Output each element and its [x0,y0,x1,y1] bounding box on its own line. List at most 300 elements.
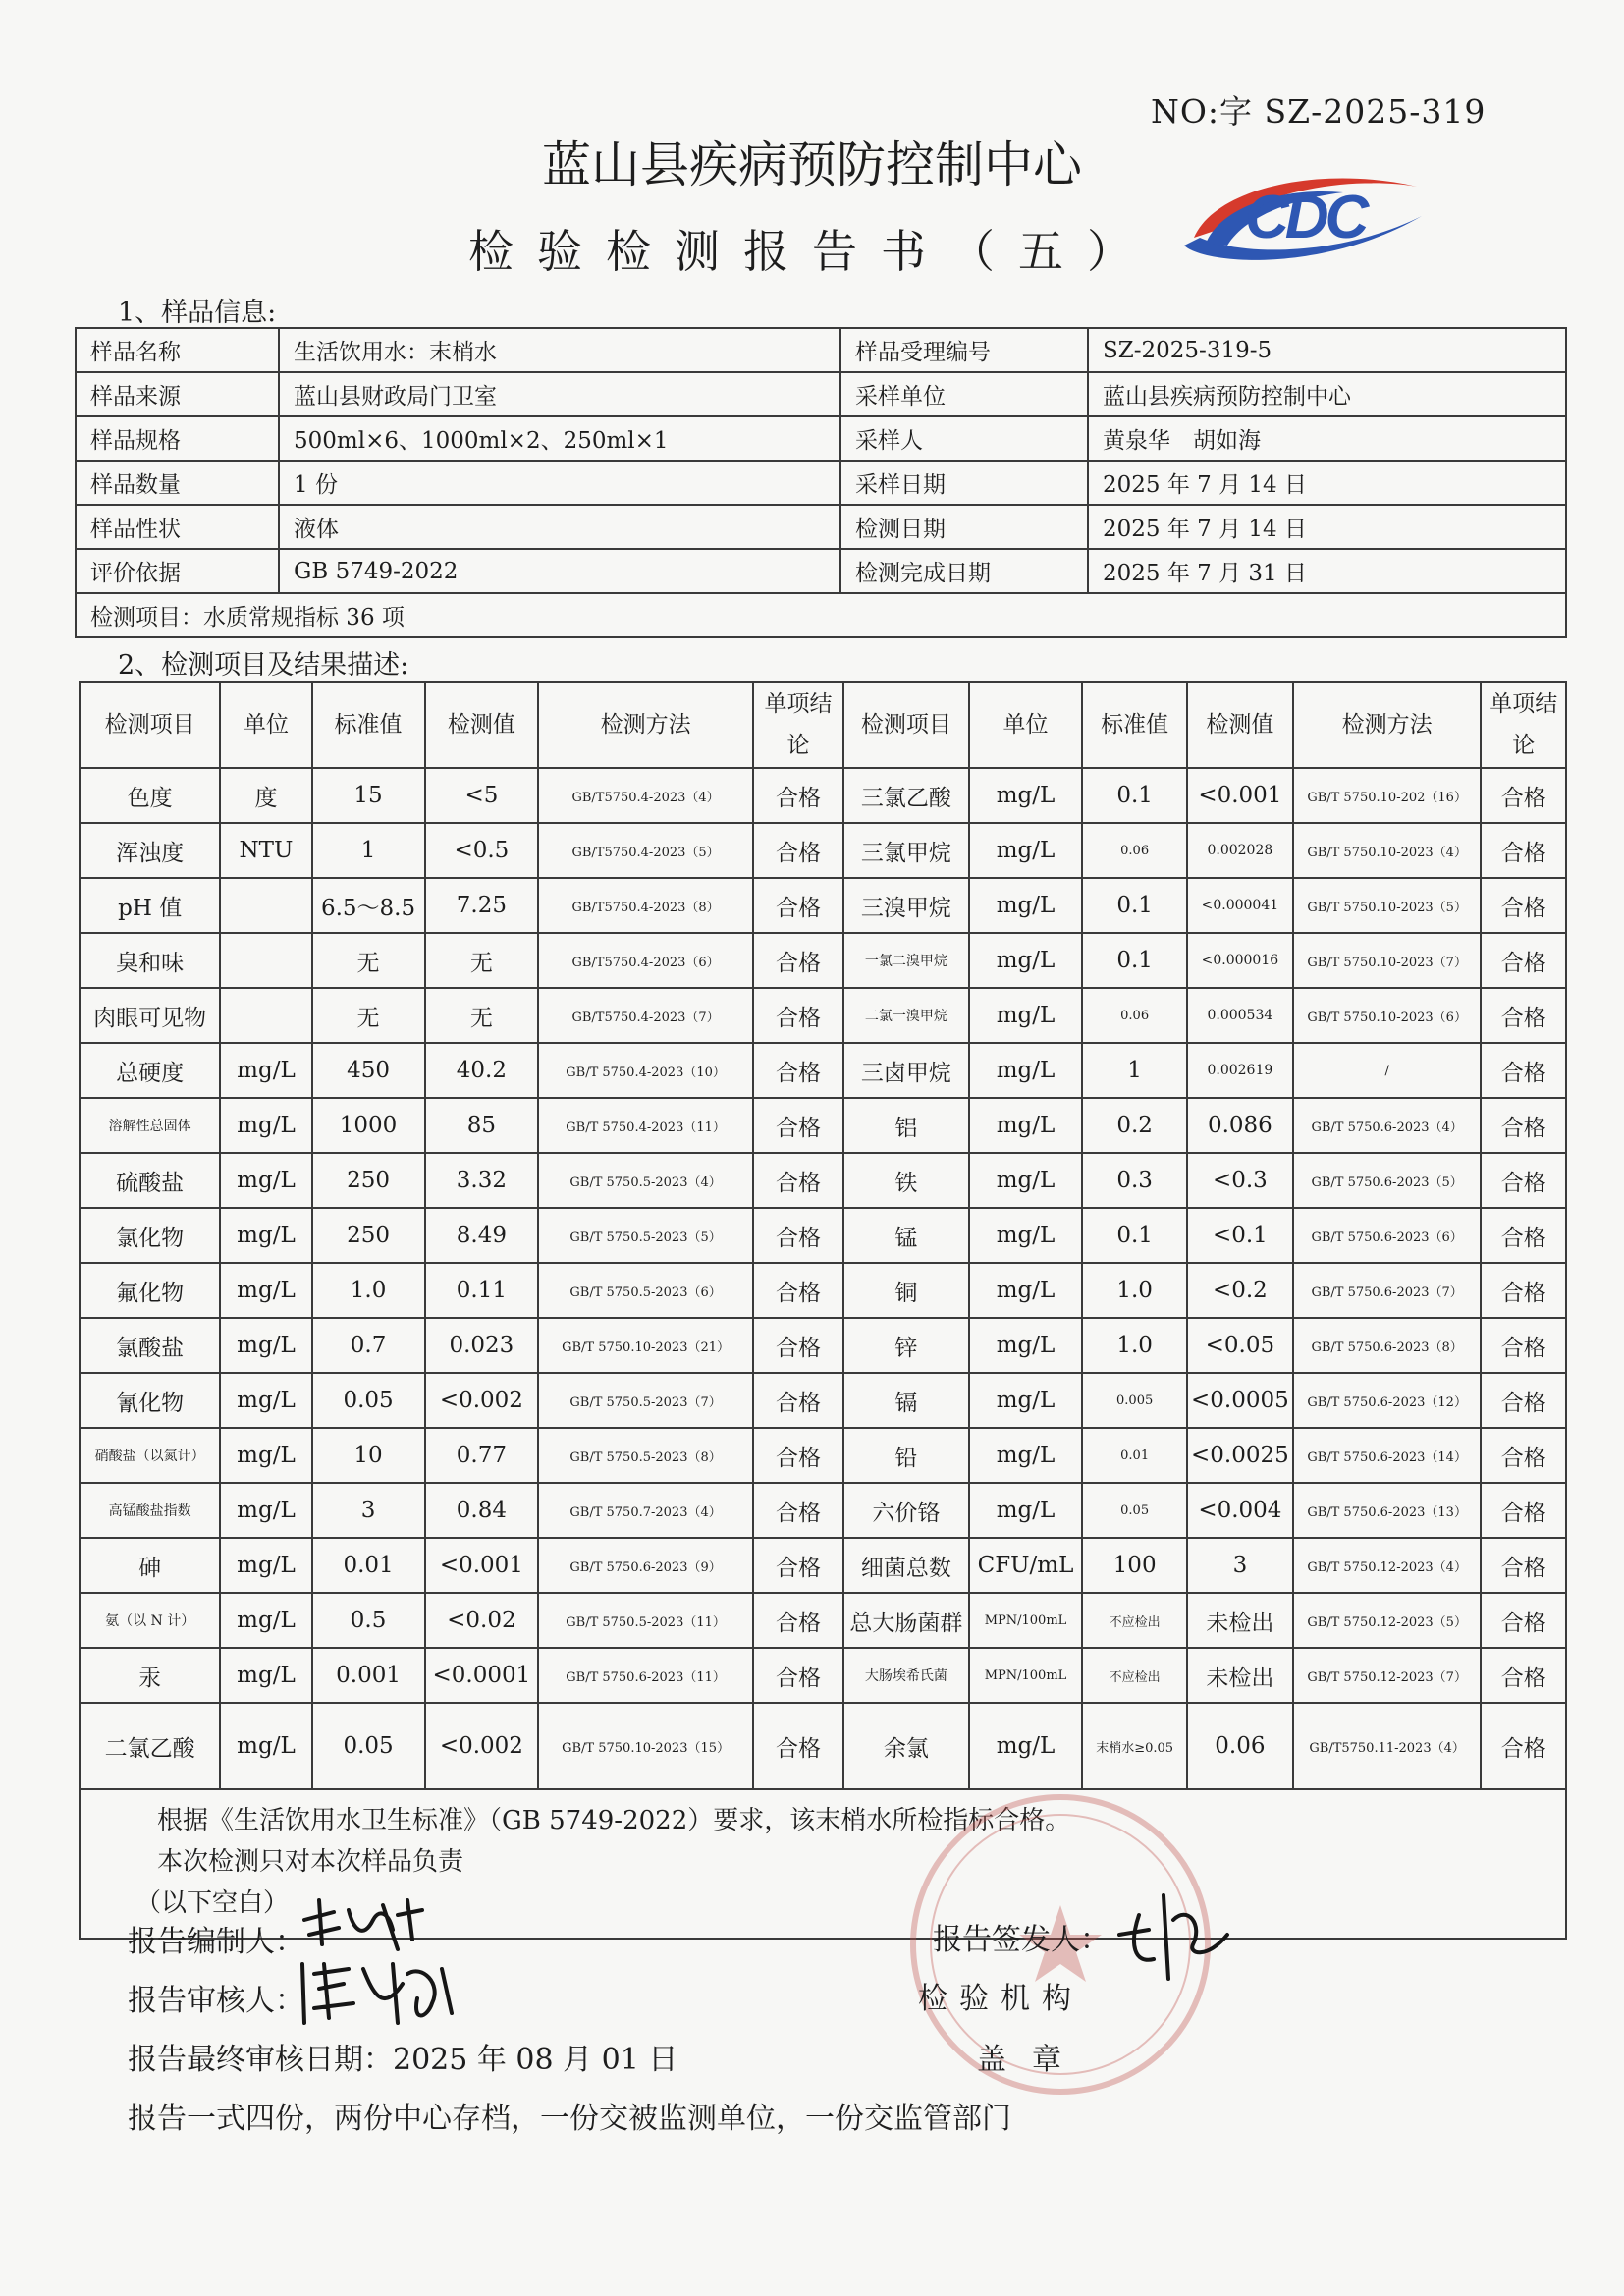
table-cell: GB/T 5750.12-2023（4） [1293,1538,1482,1593]
table-cell: GB/T5750.4-2023（7） [538,988,753,1043]
table-cell: mg/L [969,823,1083,878]
table-cell: 合格 [753,1098,843,1153]
table-cell: 0.2 [1082,1098,1187,1153]
table-cell: 250 [312,1208,425,1263]
table-cell: 细菌总数 [843,1538,968,1593]
table-cell: 合格 [753,1593,843,1648]
table-cell: GB/T 5750.12-2023（5） [1293,1593,1482,1648]
table-cell: GB/T5750.4-2023（5） [538,823,753,878]
table-cell: 大肠埃希氏菌 [843,1648,968,1703]
table-row [80,1098,1566,1153]
info-row [76,416,1566,461]
table-cell: 合格 [1481,1098,1566,1153]
table-cell: <5 [425,768,539,823]
table-cell: GB/T 5750.5-2023（8） [538,1428,753,1483]
table-cell: 合格 [753,1703,843,1789]
table-cell: 合格 [1481,988,1566,1043]
table-cell: 合格 [753,878,843,933]
table-cell: 合格 [1481,1263,1566,1318]
table-cell: GB/T 5750.4-2023（10） [538,1043,753,1098]
table-cell: mg/L [969,1703,1083,1789]
table-cell: 合格 [1481,1538,1566,1593]
conclusion-note: 本次检测只对本次样品负责 [157,1847,464,1877]
table-cell: 氟化物 [80,1263,220,1318]
table-cell: 7.25 [425,878,539,933]
table-cell: 溶解性总固体 [80,1098,220,1153]
table-cell: MPN/100mL [969,1648,1083,1703]
table-cell: <0.2 [1187,1263,1293,1318]
table-cell: 0.05 [1082,1483,1187,1538]
table-cell: GB/T 5750.6-2023（5） [1293,1153,1482,1208]
table-cell: GB/T 5750.10-202（16） [1293,768,1482,823]
table-cell: <0.0025 [1187,1428,1293,1483]
reviewer-label: 报告审核人： [128,1984,304,2018]
table-cell: 无 [312,933,425,988]
table-cell: GB/T 5750.10-2023（5） [1293,878,1482,933]
info-label: 检测完成日期 [840,549,1088,593]
table-cell: 40.2 [425,1043,539,1098]
table-cell: GB/T 5750.5-2023（6） [538,1263,753,1318]
table-cell: 0.002028 [1187,823,1293,878]
table-cell: 0.01 [1082,1428,1187,1483]
table-cell: mg/L [969,1373,1083,1428]
table-cell: 0.06 [1082,988,1187,1043]
table-cell: 高锰酸盐指数 [80,1483,220,1538]
table-cell: 合格 [753,1043,843,1098]
info-label: 样品规格 [76,416,279,461]
table-cell: mg/L [969,1428,1083,1483]
compiler-signature [295,1890,432,1959]
results-table [79,681,1567,1940]
table-cell: GB/T 5750.6-2023（11） [538,1648,753,1703]
table-cell: 氰化物 [80,1373,220,1428]
info-value: 蓝山县财政局门卫室 [279,372,840,416]
table-cell: 合格 [1481,823,1566,878]
table-cell: 1 [1082,1043,1187,1098]
table-cell: GB/T 5750.4-2023（11） [538,1098,753,1153]
table-cell: <0.000041 [1187,878,1293,933]
table-row [80,933,1566,988]
table-cell: 锌 [843,1318,968,1373]
table-cell: 三氯乙酸 [843,768,968,823]
table-cell: mg/L [220,1098,311,1153]
table-row [80,1593,1566,1648]
table-cell [220,988,311,1043]
table-cell: 0.05 [312,1373,425,1428]
table-cell: 无 [425,988,539,1043]
compiler-label: 报告编制人： [128,1925,304,1959]
table-cell: 合格 [753,1648,843,1703]
table-row [80,1043,1566,1098]
table-cell: 三溴甲烷 [843,878,968,933]
info-label: 样品名称 [76,328,279,372]
info-row [76,328,1566,372]
table-row [80,768,1566,823]
table-cell: 合格 [753,1373,843,1428]
table-cell: 0.06 [1187,1703,1293,1789]
table-row [80,1373,1566,1428]
table-cell: GB/T 5750.6-2023（14） [1293,1428,1482,1483]
table-cell: 合格 [1481,1318,1566,1373]
table-cell: 1.0 [1082,1318,1187,1373]
table-cell: 8.49 [425,1208,539,1263]
table-cell: GB/T5750.4-2023（4） [538,768,753,823]
info-label: 检测日期 [840,505,1088,549]
table-cell: mg/L [969,1318,1083,1373]
table-cell: 合格 [753,1208,843,1263]
table-row [80,1318,1566,1373]
cdc-logo [1176,147,1432,275]
table-row [80,1263,1566,1318]
table-cell: 0.1 [1082,768,1187,823]
table-cell: 0.000534 [1187,988,1293,1043]
table-cell: 三卤甲烷 [843,1043,968,1098]
table-cell: mg/L [969,1263,1083,1318]
table-cell: 铜 [843,1263,968,1318]
table-cell: MPN/100mL [969,1593,1083,1648]
table-cell: 色度 [80,768,220,823]
table-cell: 合格 [1481,878,1566,933]
table-cell: 二氯乙酸 [80,1703,220,1789]
table-cell: mg/L [969,933,1083,988]
table-row [80,1428,1566,1483]
table-cell: mg/L [220,1428,311,1483]
table-cell: GB/T 5750.5-2023（5） [538,1208,753,1263]
table-cell: 1 [312,823,425,878]
table-cell: 硫酸盐 [80,1153,220,1208]
table-cell: 一氯二溴甲烷 [843,933,968,988]
table-cell: 硝酸盐（以氮计） [80,1428,220,1483]
table-cell: <0.001 [1187,768,1293,823]
report-number: NO:字 SZ-2025-319 [1151,92,1487,131]
table-cell: 0.3 [1082,1153,1187,1208]
table-cell: GB/T 5750.10-2023（21） [538,1318,753,1373]
table-cell: 0.06 [1082,823,1187,878]
table-cell: 不应检出 [1082,1648,1187,1703]
table-cell: 末梢水≥0.05 [1082,1703,1187,1789]
table-cell: mg/L [220,1318,311,1373]
table-cell: 无 [312,988,425,1043]
table-cell: 0.01 [312,1538,425,1593]
table-row [80,1153,1566,1208]
table-cell: GB/T5750.11-2023（4） [1293,1703,1482,1789]
table-cell: mg/L [969,878,1083,933]
table-cell: mg/L [220,1538,311,1593]
table-cell: 合格 [1481,1208,1566,1263]
table-cell: <0.002 [425,1703,539,1789]
table-cell: mg/L [220,1483,311,1538]
column-header: 检测方法 [538,682,753,768]
table-cell: 合格 [753,1483,843,1538]
table-cell: 浑浊度 [80,823,220,878]
column-header: 标准值 [312,682,425,768]
table-cell: mg/L [969,768,1083,823]
info-value: 蓝山县疾病预防控制中心 [1088,372,1566,416]
table-cell: 度 [220,768,311,823]
table-cell: 余氯 [843,1703,968,1789]
table-cell: GB/T 5750.6-2023（9） [538,1538,753,1593]
table-row [80,1703,1566,1789]
info-row [76,461,1566,505]
table-cell: 未检出 [1187,1648,1293,1703]
table-cell: 总大肠菌群 [843,1593,968,1648]
info-label: 样品性状 [76,505,279,549]
table-cell: 0.1 [1082,933,1187,988]
table-cell: 六价铬 [843,1483,968,1538]
table-cell: <0.000016 [1187,933,1293,988]
table-cell: GB/T 5750.6-2023（8） [1293,1318,1482,1373]
table-cell: GB/T5750.4-2023（6） [538,933,753,988]
section-results-heading: 2、检测项目及结果描述: [118,650,409,681]
table-row [80,988,1566,1043]
info-value: SZ-2025-319-5 [1088,328,1566,372]
table-cell: mg/L [220,1153,311,1208]
table-cell: 3 [312,1483,425,1538]
table-cell: mg/L [969,988,1083,1043]
table-cell: GB/T 5750.7-2023（4） [538,1483,753,1538]
table-cell: 0.002619 [1187,1043,1293,1098]
table-cell: GB/T 5750.5-2023（4） [538,1153,753,1208]
table-cell: 15 [312,768,425,823]
table-cell: 镉 [843,1373,968,1428]
table-cell: <0.002 [425,1373,539,1428]
table-cell: 合格 [753,1538,843,1593]
table-cell: 铅 [843,1428,968,1483]
table-cell: 肉眼可见物 [80,988,220,1043]
table-cell: GB/T 5750.5-2023（7） [538,1373,753,1428]
table-cell: mg/L [220,1373,311,1428]
column-header: 检测项目 [843,682,968,768]
column-header: 单项结论 [753,682,843,768]
table-cell: 合格 [1481,1593,1566,1648]
table-cell: mg/L [969,1098,1083,1153]
table-cell: mg/L [969,1043,1083,1098]
table-row [80,1483,1566,1538]
table-cell: <0.0001 [425,1648,539,1703]
table-cell: <0.1 [1187,1208,1293,1263]
table-cell: 0.11 [425,1263,539,1318]
table-cell: GB/T5750.4-2023（8） [538,878,753,933]
table-cell: 0.84 [425,1483,539,1538]
column-header: 检测项目 [80,682,220,768]
column-header: 单项结论 [1481,682,1566,768]
table-cell: mg/L [220,1593,311,1648]
info-label: 样品来源 [76,372,279,416]
table-cell: 氯酸盐 [80,1318,220,1373]
info-value: 液体 [279,505,840,549]
table-cell: GB/T 5750.10-2023（4） [1293,823,1482,878]
column-header: 单位 [969,682,1083,768]
table-cell: mg/L [220,1043,311,1098]
table-cell: 0.5 [312,1593,425,1648]
table-cell: 汞 [80,1648,220,1703]
inspection-agency-label: 检验机构 [918,1982,1083,2016]
table-cell: GB/T 5750.10-2023（7） [1293,933,1482,988]
table-cell: 三氯甲烷 [843,823,968,878]
table-cell: mg/L [969,1208,1083,1263]
column-header: 标准值 [1082,682,1187,768]
table-cell: GB/T 5750.5-2023（11） [538,1593,753,1648]
table-cell: 250 [312,1153,425,1208]
table-cell: 氨（以 N 计） [80,1593,220,1648]
table-cell: 未检出 [1187,1593,1293,1648]
table-cell: 85 [425,1098,539,1153]
table-row [80,1208,1566,1263]
table-cell: GB/T 5750.6-2023（4） [1293,1098,1482,1153]
table-cell: 3 [1187,1538,1293,1593]
table-cell: 合格 [1481,1428,1566,1483]
table-cell: 6.5～8.5 [312,878,425,933]
table-row [80,823,1566,878]
table-cell: 0.086 [1187,1098,1293,1153]
table-cell: GB/T 5750.12-2023（7） [1293,1648,1482,1703]
table-cell: 1000 [312,1098,425,1153]
table-cell: 3.32 [425,1153,539,1208]
table-cell: 合格 [1481,1043,1566,1098]
table-cell: 合格 [753,1153,843,1208]
table-cell: 1.0 [312,1263,425,1318]
info-row [76,372,1566,416]
table-cell: 不应检出 [1082,1593,1187,1648]
table-cell: 砷 [80,1538,220,1593]
info-value: GB 5749-2022 [279,549,840,593]
conclusion-note: 根据《生活饮用水卫生标准》（GB 5749-2022）要求，该末梢水所检指标合格。 [157,1806,1071,1835]
info-value: 2025 年 7 月 14 日 [1088,461,1566,505]
table-cell: NTU [220,823,311,878]
table-cell: mg/L [220,1208,311,1263]
report-title: 检验检测报告书（五） [468,225,1156,278]
copies-distribution: 报告一式四份，两份中心存档，一份交被监测单位，一份交监管部门 [128,2102,1011,2136]
table-cell: 总硬度 [80,1043,220,1098]
table-cell: mg/L [969,1153,1083,1208]
table-cell: 臭和味 [80,933,220,988]
table-cell: 铁 [843,1153,968,1208]
info-value: 2025 年 7 月 14 日 [1088,505,1566,549]
table-cell: 0.05 [312,1703,425,1789]
info-value: 500ml×6、1000ml×2、250ml×1 [279,416,840,461]
table-cell: 合格 [1481,1483,1566,1538]
table-cell: 合格 [1481,768,1566,823]
table-cell: 10 [312,1428,425,1483]
table-cell: 无 [425,933,539,988]
table-cell: GB/T 5750.6-2023（6） [1293,1208,1482,1263]
table-cell: 氯化物 [80,1208,220,1263]
table-cell: GB/T 5750.6-2023（12） [1293,1373,1482,1428]
info-row [76,549,1566,593]
table-cell: GB/T 5750.10-2023（6） [1293,988,1482,1043]
table-cell: 0.7 [312,1318,425,1373]
table-cell: 合格 [753,768,843,823]
table-cell: 1.0 [1082,1263,1187,1318]
column-header: 检测值 [1187,682,1293,768]
table-cell: 合格 [753,988,843,1043]
table-cell: pH 值 [80,878,220,933]
results-header-row [80,682,1566,768]
table-cell: <0.02 [425,1593,539,1648]
table-cell: / [1293,1043,1482,1098]
table-cell: GB/T 5750.6-2023（13） [1293,1483,1482,1538]
table-cell: 0.023 [425,1318,539,1373]
table-cell: 0.77 [425,1428,539,1483]
table-cell: 合格 [1481,1373,1566,1428]
table-cell: 锰 [843,1208,968,1263]
table-cell: <0.004 [1187,1483,1293,1538]
table-cell [220,933,311,988]
table-row [80,1648,1566,1703]
table-cell: mg/L [220,1648,311,1703]
table-cell: 合格 [753,1263,843,1318]
table-cell: 合格 [753,1318,843,1373]
issuer-signature [1110,1876,1237,1984]
table-row [80,878,1566,933]
table-cell: 合格 [753,933,843,988]
table-cell: 0.001 [312,1648,425,1703]
table-cell: mg/L [220,1703,311,1789]
table-cell: GB/T 5750.10-2023（15） [538,1703,753,1789]
info-value: 黄泉华 胡如海 [1088,416,1566,461]
table-cell: 合格 [1481,933,1566,988]
table-cell: CFU/mL [969,1538,1083,1593]
reviewer-signature [295,1954,461,2033]
table-cell: <0.0005 [1187,1373,1293,1428]
info-label: 采样人 [840,416,1088,461]
info-value: 2025 年 7 月 31 日 [1088,549,1566,593]
column-header: 检测值 [425,682,539,768]
svg-text:CDC: CDC [1245,184,1366,251]
table-cell: 0.1 [1082,878,1187,933]
table-cell: mg/L [220,1263,311,1318]
table-cell: GB/T 5750.6-2023（7） [1293,1263,1482,1318]
section-sample-info-heading: 1、样品信息: [118,298,277,328]
table-cell: <0.001 [425,1538,539,1593]
organization-title: 蓝山县疾病预防控制中心 [542,137,1082,193]
info-row [76,505,1566,549]
table-cell: 合格 [1481,1153,1566,1208]
info-value: 生活饮用水：末梢水 [279,328,840,372]
column-header: 检测方法 [1293,682,1482,768]
table-cell: 合格 [753,1428,843,1483]
table-cell: 铝 [843,1098,968,1153]
info-label: 采样日期 [840,461,1088,505]
table-cell [220,878,311,933]
test-items-summary: 检测项目：水质常规指标 36 项 [76,593,1566,637]
table-row [80,1538,1566,1593]
table-cell: 二氯一溴甲烷 [843,988,968,1043]
info-value: 1 份 [279,461,840,505]
issuer-label: 报告签发人： [933,1923,1110,1957]
table-cell: <0.3 [1187,1153,1293,1208]
table-cell: 450 [312,1043,425,1098]
column-header: 单位 [220,682,311,768]
info-label: 采样单位 [840,372,1088,416]
final-review-date: 报告最终审核日期：2025 年 08 月 01 日 [128,2043,678,2077]
conclusion-note: （以下空白） [135,1888,290,1918]
seal-label: 盖章 [977,2043,1087,2077]
table-cell: 0.005 [1082,1373,1187,1428]
table-cell: <0.5 [425,823,539,878]
table-cell: mg/L [969,1483,1083,1538]
info-label: 样品数量 [76,461,279,505]
sample-info-table [75,327,1567,638]
table-cell: 100 [1082,1538,1187,1593]
table-cell: <0.05 [1187,1318,1293,1373]
table-cell: 0.1 [1082,1208,1187,1263]
info-label: 评价依据 [76,549,279,593]
table-cell: 合格 [753,823,843,878]
info-label: 样品受理编号 [840,328,1088,372]
table-cell: 合格 [1481,1648,1566,1703]
table-cell: 合格 [1481,1703,1566,1789]
